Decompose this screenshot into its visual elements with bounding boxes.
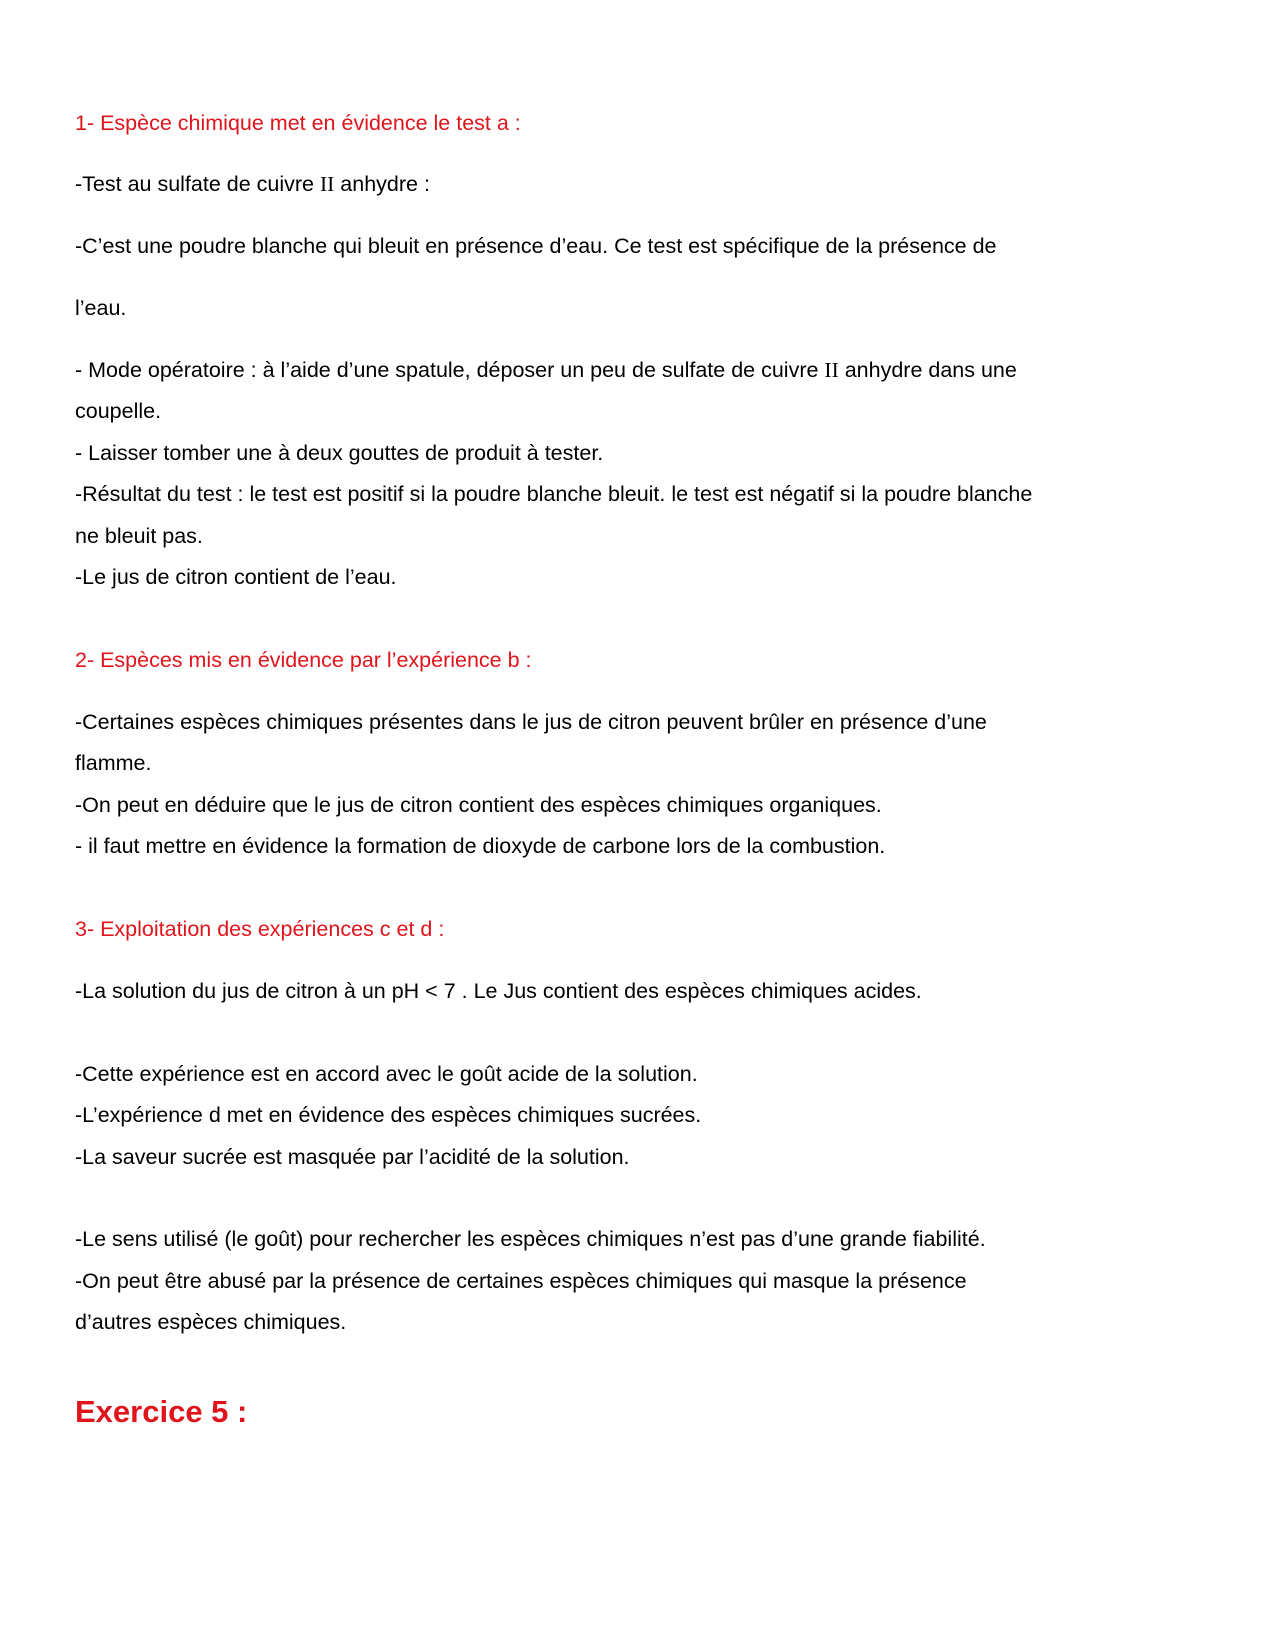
mode-post: anhydre dans une (838, 358, 1017, 382)
mode-line-1 (75, 356, 1017, 384)
section2-line-3: -On peut en déduire que le jus de citron contient des espèces chimiques organiques. (75, 793, 882, 817)
section2-heading: 2- Espèces mis en évidence par l’expérience b : (75, 648, 532, 672)
drops-line: - Laisser tomber une à deux gouttes de produit à tester. (75, 441, 604, 465)
section3-line-1: -La solution du jus de citron à un pH < 7 . Le Jus contient des espèces chimiques acides. (75, 979, 922, 1003)
test-title-post: anhydre : (334, 172, 430, 196)
test-title (75, 170, 430, 198)
description-line-2: l’eau. (75, 296, 127, 320)
mode-line-2: coupelle. (75, 399, 162, 423)
section3-line-2: -Cette expérience est en accord avec le goût acide de la solution. (75, 1062, 698, 1086)
conclusion-line: -Le jus de citron contient de l’eau. (75, 565, 397, 589)
roman-numeral: II (319, 172, 335, 196)
section3-line-5: -Le sens utilisé (le goût) pour rechercher les espèces chimiques n’est pas d’une grande fiabilité. (75, 1227, 986, 1251)
section2-line-4: - il faut mettre en évidence la formation de dioxyde de carbone lors de la combustion. (75, 834, 886, 858)
section3-line-4: -La saveur sucrée est masquée par l’acidité de la solution. (75, 1145, 630, 1169)
result-line-1: -Résultat du test : le test est positif si la poudre blanche bleuit. le test est négatif si la poudre blanche (75, 482, 1033, 506)
roman-numeral: II (824, 358, 839, 382)
section2-line-1: -Certaines espèces chimiques présentes dans le jus de citron peuvent brûler en présence d’une (75, 710, 987, 734)
section1-heading: 1- Espèce chimique met en évidence le test a : (75, 111, 521, 135)
section2-line-2: flamme. (75, 751, 152, 775)
description-line-1: -C’est une poudre blanche qui bleuit en présence d’eau. Ce test est spécifique de la présence de (75, 234, 997, 258)
exercise-title: Exercice 5 : (75, 1394, 248, 1429)
test-title-pre: -Test au sulfate de cuivre (75, 172, 320, 196)
section3-line-3: -L’expérience d met en évidence des espèces chimiques sucrées. (75, 1103, 702, 1127)
result-line-2: ne bleuit pas. (75, 524, 203, 548)
mode-pre: - Mode opératoire : à l’aide d’une spatule, déposer un peu de sulfate de cuivre (75, 358, 825, 382)
section3-heading: 3- Exploitation des expériences c et d : (75, 917, 445, 941)
section3-line-7: d’autres espèces chimiques. (75, 1310, 347, 1334)
section3-line-6: -On peut être abusé par la présence de certaines espèces chimiques qui masque la présence (75, 1269, 967, 1293)
